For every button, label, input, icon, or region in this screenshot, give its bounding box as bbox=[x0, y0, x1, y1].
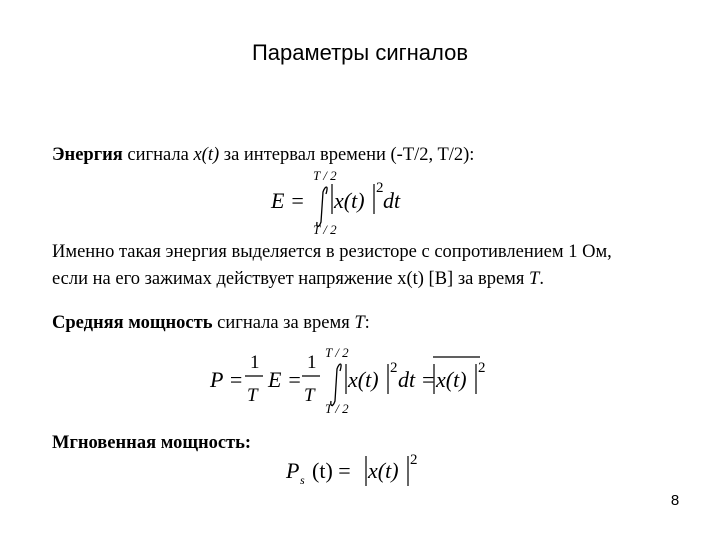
inst-formula-lhs-symbol: P bbox=[286, 458, 300, 483]
energy-term: Энергия bbox=[52, 145, 123, 165]
avg-formula-integrand: x(t) bbox=[348, 367, 379, 392]
avg-formula-frac2-num: 1 bbox=[307, 352, 317, 373]
explanation-paragraph bbox=[52, 239, 612, 293]
energy-formula-differential: dt bbox=[383, 188, 401, 213]
avg-power-paragraph bbox=[52, 310, 370, 337]
avg-formula-differential: dt = bbox=[398, 367, 436, 392]
avg-power-formula bbox=[208, 343, 498, 419]
avg-power-text-end: : bbox=[364, 313, 370, 333]
inst-power-formula bbox=[284, 450, 424, 492]
explanation-line-2-text: если на его зажимах действует напряжение x(t) [В] за время bbox=[52, 269, 530, 289]
avg-power-term: Средняя мощность bbox=[52, 313, 213, 333]
avg-formula-frac2-den: T bbox=[304, 385, 315, 406]
explanation-line-2-end: . bbox=[539, 269, 544, 289]
integral-sign-icon bbox=[331, 364, 341, 406]
energy-var: x(t) bbox=[193, 145, 220, 165]
inst-formula-lhs-subscript: s bbox=[300, 473, 305, 487]
integral-sign-icon bbox=[317, 187, 327, 227]
energy-formula-upper-limit: T / 2 bbox=[313, 168, 337, 183]
slide-title: Параметры сигналов bbox=[251, 40, 469, 65]
inst-power-term: Мгновенная мощность: bbox=[52, 433, 252, 453]
inst-formula-lhs-arg: (t) = bbox=[312, 458, 351, 483]
avg-formula-mean-power: 2 bbox=[478, 360, 486, 376]
avg-formula-frac1-den: T bbox=[247, 385, 258, 406]
inst-formula-power: 2 bbox=[410, 452, 418, 468]
energy-text-after-var: за интервал времени (-T/2, T/2): bbox=[219, 145, 475, 165]
page-number: 8 bbox=[670, 492, 680, 509]
explanation-line-1: Именно такая энергия выделяется в резисторе с сопротивлением 1 Ом, bbox=[52, 242, 612, 262]
avg-power-var: T bbox=[354, 313, 365, 333]
energy-formula-integrand: x(t) bbox=[334, 188, 365, 213]
avg-formula-frac1-num: 1 bbox=[250, 352, 260, 373]
avg-power-text-before-var: сигнала за время bbox=[212, 313, 355, 333]
inst-power-paragraph bbox=[52, 430, 251, 457]
energy-formula-lhs: E = bbox=[271, 188, 305, 213]
avg-formula-lower-limit: T / 2 bbox=[325, 401, 349, 416]
energy-formula-lower-limit: T / 2 bbox=[313, 222, 337, 237]
energy-formula bbox=[265, 166, 415, 238]
avg-formula-lhs: P = bbox=[210, 367, 244, 392]
energy-text-before-var: сигнала bbox=[122, 145, 194, 165]
explanation-line-2 bbox=[52, 266, 612, 293]
energy-formula-power: 2 bbox=[376, 180, 384, 196]
inst-formula-integrand: x(t) bbox=[368, 458, 399, 483]
avg-formula-e-symbol: E = bbox=[268, 367, 302, 392]
avg-formula-power: 2 bbox=[390, 360, 398, 376]
avg-formula-mean-integrand: x(t) bbox=[436, 367, 467, 392]
avg-formula-upper-limit: T / 2 bbox=[325, 345, 349, 360]
explanation-line-2-var: T bbox=[529, 269, 540, 289]
energy-paragraph bbox=[52, 142, 474, 169]
